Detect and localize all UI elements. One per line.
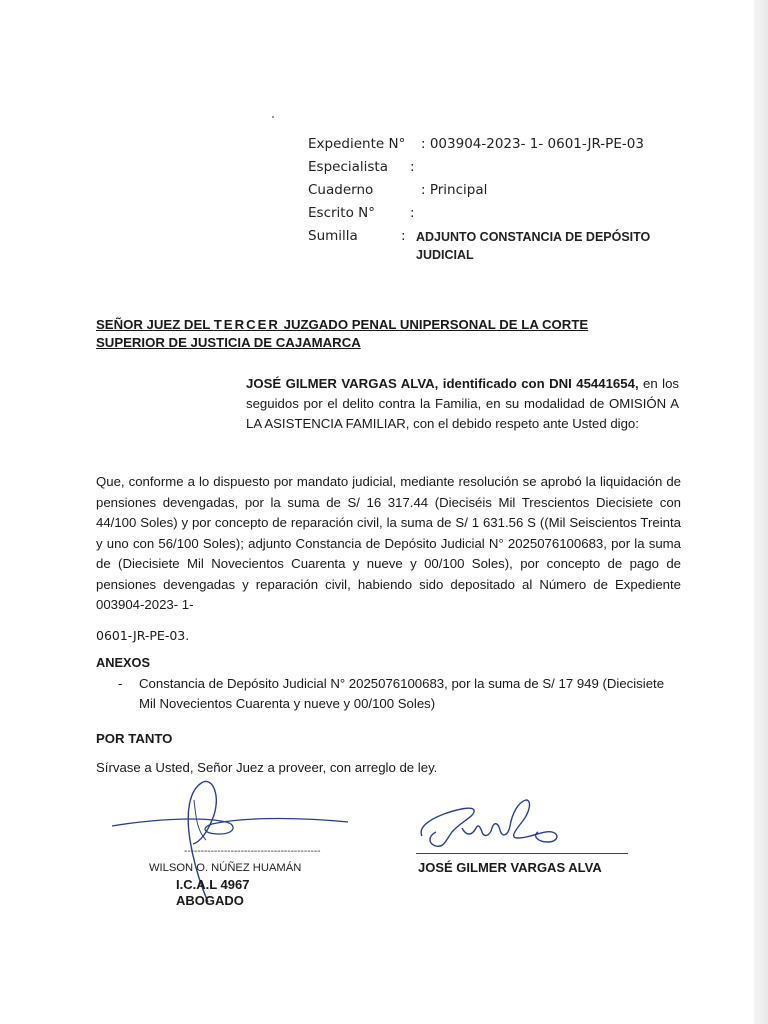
por-tanto: POR TANTO — [96, 731, 173, 746]
client-signature-line — [416, 853, 628, 854]
scan-speck — [272, 116, 274, 118]
closing-request: Sírvase a Usted, Señor Juez a proveer, con arreglo de ley. — [96, 760, 438, 775]
anexo-item-text: Constancia de Depósito Judicial N° 2025076100683, por la suma de S/ 17 949 (Diecisiete Mil Novecientos Cuarenta y nueve y 00/100 Soles) — [139, 676, 665, 711]
anexos-title: ANEXOS — [96, 655, 151, 670]
sumilla-label: Sumilla — [308, 228, 358, 244]
lawyer-role: ABOGADO — [176, 893, 244, 908]
escrito-label: Escrito N° — [308, 205, 375, 221]
especialista-value: : — [410, 159, 415, 175]
lawyer-signature-line: ----------------------------------------- — [184, 846, 321, 857]
client-name: JOSÉ GILMER VARGAS ALVA — [418, 860, 602, 875]
petitioner-name: JOSÉ GILMER VARGAS ALVA, — [246, 376, 439, 391]
expediente-label: Expediente N° — [308, 136, 406, 152]
client-signature-image — [414, 792, 584, 857]
page-edge-shadow — [754, 0, 768, 1024]
intro-text1: identificado con DNI — [438, 376, 577, 391]
escrito-value: : — [410, 205, 415, 221]
addressee-part3: JUZGADO PENAL UNIPERSONAL DE LA CORTE — [279, 317, 589, 332]
body-last-line: 0601-JR-PE-03. — [96, 628, 190, 643]
sumilla-value-line2: JUDICIAL — [416, 248, 474, 262]
addressee-line2: SUPERIOR DE JUSTICIA DE CAJAMARCA — [96, 335, 361, 350]
especialista-label: Especialista — [308, 159, 388, 175]
cuaderno-value: : Principal — [421, 182, 488, 198]
anexo-bullet: - — [118, 676, 123, 691]
body-paragraph: Que, conforme a lo dispuesto por mandato judicial, mediante resolución se aprobó la liquidación de pensiones devengadas, por la suma de S/ 16 317.44 (Dieciséis Mil Trescientos Diecisiete con 44/100 Soles) y por concepto de reparación civil, la suma de S/ 1 631.56 S ((Mil Seiscientos Treinta y uno con 56/100 Soles); adjunto Constancia de Depósito Judicial N° 2025076100683, por la suma de (Diecisiete Mil Novecientos Cuarenta y nueve y 00/100 Soles), por concepto de pago de pensiones devengadas y reparación civil, habiendo sido depositado al Número de Expediente 003904-2023- 1- — [96, 474, 681, 612]
petitioner-dni: 45441654, — [576, 376, 639, 391]
lawyer-bar-number: I.C.A.L 4967 — [176, 877, 250, 892]
expediente-value: : 003904-2023- 1- 0601-JR-PE-03 — [421, 136, 644, 152]
cuaderno-label: Cuaderno — [308, 182, 374, 198]
addressee-heading — [96, 316, 676, 352]
intro-paragraph — [246, 374, 679, 434]
intro-text2: en los seguidos por el delito contra la Familia, en su modalidad de OMISIÓN A LA ASISTENCIA FAMILIAR, con el debido respeto ante Usted digo: — [246, 376, 680, 431]
sumilla-colon: : — [401, 228, 406, 244]
addressee-part1: SEÑOR JUEZ DEL — [96, 317, 214, 332]
lawyer-name: WILSON O. NÚÑEZ HUAMÁN — [149, 862, 302, 874]
addressee-part2: TERCER — [213, 317, 280, 332]
sumilla-value-line1: ADJUNTO CONSTANCIA DE DEPÓSITO — [416, 230, 651, 244]
